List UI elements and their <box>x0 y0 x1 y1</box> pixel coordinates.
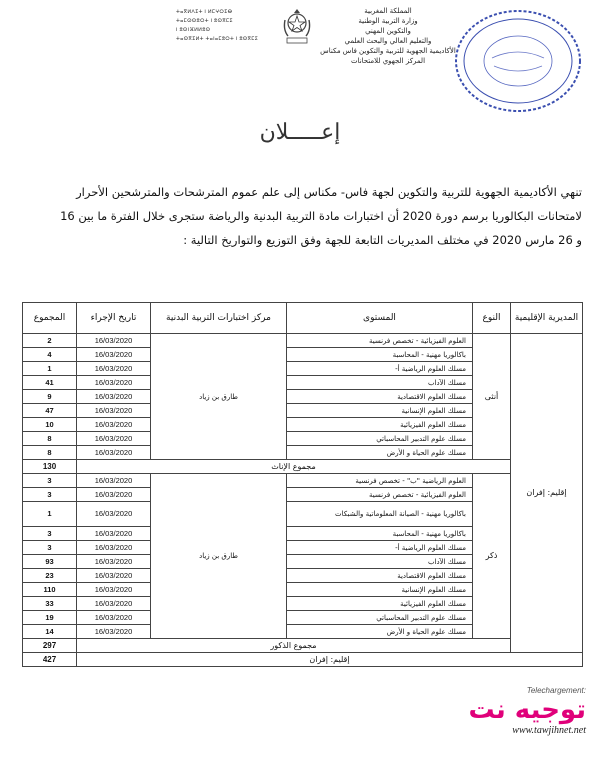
level-cell: مسلك علوم الحياة و الأرض <box>287 446 473 460</box>
total-cell: 3 <box>23 527 77 541</box>
table-row <box>23 334 583 348</box>
level-cell: مسلك العلوم الإنسانية <box>287 583 473 597</box>
date-cell: 16/03/2020 <box>77 488 151 502</box>
header-latin-line: ⵜⴰⵙⴳⵉⵍⵜ ⵜⴰⵏⴰⵎⵓⵔⵜ ⵏ ⵓⵙⴳⵎⵉ <box>176 36 259 42</box>
gender-female-cell: أنثى <box>473 334 511 460</box>
gender-male-cell: ذكر <box>473 474 511 639</box>
total-cell: 93 <box>23 555 77 569</box>
watermark-url: www.tawjihnet.net <box>512 725 586 736</box>
grand-total-value: 427 <box>23 653 77 667</box>
total-cell: 10 <box>23 418 77 432</box>
col-header-gender: النوع <box>473 303 511 334</box>
watermark-note: Telechargement: <box>526 686 586 695</box>
total-cell: 41 <box>23 376 77 390</box>
level-cell: العلوم الفيزيائية - تخصص فرنسية <box>287 334 473 348</box>
table-header-row <box>23 303 583 334</box>
level-cell: مسلك الآداب <box>287 555 473 569</box>
total-cell: 4 <box>23 348 77 362</box>
total-cell: 19 <box>23 611 77 625</box>
level-cell: مسلك الآداب <box>287 376 473 390</box>
header-arabic-line: والتعليم العالي والبحث العلمي <box>344 37 432 45</box>
subtotal-value: 130 <box>23 460 77 474</box>
level-cell: مسلك علوم الحياة و الأرض <box>287 625 473 639</box>
total-cell: 8 <box>23 432 77 446</box>
col-header-date: تاريخ الإجراء <box>77 303 151 334</box>
table-row <box>23 474 583 488</box>
col-header-level: المستوى <box>287 303 473 334</box>
header-latin-line: ⵜⴰⴳⵍⴷⵉⵜ ⵏ ⵍⵎⵖⵔⵉⴱ <box>176 9 233 15</box>
level-cell: مسلك العلوم الفيزيائية <box>287 597 473 611</box>
date-cell: 16/03/2020 <box>77 362 151 376</box>
date-cell: 16/03/2020 <box>77 390 151 404</box>
intro-line: تنهي الأكاديمية الجهوية للتربية والتكوين لجهة فاس- مكناس إلى علم عموم المترشحات والمترشحين الأحرار <box>76 185 582 199</box>
header-arabic-line: وزارة التربية الوطنية <box>358 17 418 25</box>
header-latin-line: ⵏ ⵓⵙⵏⴼⵍⵍⵓⵙ <box>176 27 211 33</box>
date-cell: 16/03/2020 <box>77 527 151 541</box>
total-cell: 110 <box>23 583 77 597</box>
header-latin-block <box>176 8 262 44</box>
intro-line: و 26 مارس 2020 في مختلف المديريات التابعة للجهة وفق التوزيع والتواريخ التالية : <box>183 233 582 247</box>
date-cell: 16/03/2020 <box>77 583 151 597</box>
level-cell: العلوم الرياضية "ب" - تخصص فرنسية <box>287 474 473 488</box>
total-cell: 3 <box>23 488 77 502</box>
total-cell: 14 <box>23 625 77 639</box>
center-cell: طارق بن زياد <box>151 334 287 460</box>
total-cell: 3 <box>23 541 77 555</box>
header-arabic-line: والتكوين المهني <box>365 27 411 35</box>
grand-total-label: إقليم: إفران <box>77 653 583 667</box>
date-cell: 16/03/2020 <box>77 611 151 625</box>
level-cell: مسلك علوم التدبير المحاسباتي <box>287 611 473 625</box>
header-arabic-block <box>318 6 458 66</box>
total-cell: 2 <box>23 334 77 348</box>
total-cell: 33 <box>23 597 77 611</box>
subtotal-row <box>23 460 583 474</box>
date-cell: 16/03/2020 <box>77 625 151 639</box>
intro-line: لامتحانات البكالوريا برسم دورة 2020 أن اختبارات مادة التربية البدنية والرياضة ستجرى خلال الفترة ما بين 16 <box>60 209 582 223</box>
date-cell: 16/03/2020 <box>77 597 151 611</box>
level-cell: مسلك العلوم الإنسانية <box>287 404 473 418</box>
level-cell: مسلك العلوم الرياضية أ- <box>287 362 473 376</box>
level-cell: العلوم الفيزيائية - تخصص فرنسية <box>287 488 473 502</box>
page-title: إعـــــلان <box>259 120 341 145</box>
header-arabic-line: الأكاديمية الجهوية للتربية والتكوين فاس مكناس <box>320 47 456 55</box>
level-cell: باكالوريا مهنية - المحاسبة <box>287 348 473 362</box>
header-arabic-line: المملكة المغربية <box>364 7 412 15</box>
col-header-directorate: المديرية الإقليمية <box>511 303 583 334</box>
level-cell: مسلك العلوم الاقتصادية <box>287 569 473 583</box>
total-cell: 3 <box>23 474 77 488</box>
level-cell: مسلك العلوم الاقتصادية <box>287 390 473 404</box>
date-cell: 16/03/2020 <box>77 418 151 432</box>
royal-crest-icon <box>280 6 314 48</box>
date-cell: 16/03/2020 <box>77 334 151 348</box>
subtotal-row <box>23 639 583 653</box>
subtotal-label: مجموع الذكور <box>77 639 511 653</box>
date-cell: 16/03/2020 <box>77 432 151 446</box>
subtotal-value: 297 <box>23 639 77 653</box>
directorate-cell: إقليم: إفران <box>511 334 583 653</box>
center-cell: طارق بن زياد <box>151 474 287 639</box>
total-cell: 1 <box>23 362 77 376</box>
date-cell: 16/03/2020 <box>77 555 151 569</box>
total-cell: 1 <box>23 502 77 527</box>
watermark-logo: توجيه نت <box>468 695 586 725</box>
date-cell: 16/03/2020 <box>77 376 151 390</box>
level-cell: مسلك العلوم الرياضية أ- <box>287 541 473 555</box>
total-cell: 47 <box>23 404 77 418</box>
date-cell: 16/03/2020 <box>77 348 151 362</box>
watermark <box>436 686 586 736</box>
date-cell: 16/03/2020 <box>77 474 151 488</box>
date-cell: 16/03/2020 <box>77 446 151 460</box>
date-cell: 16/03/2020 <box>77 404 151 418</box>
intro-paragraph <box>30 180 582 252</box>
grand-total-row <box>23 653 583 667</box>
header-latin-line: ⵜⴰⵎⵙⵙⵓⵔⵜ ⵏ ⵓⵙⴳⵎⵉ <box>176 18 233 24</box>
total-cell: 8 <box>23 446 77 460</box>
official-stamp-icon <box>452 6 584 116</box>
level-cell: باكالوريا مهنية - الصيانة المعلوماتية والشبكات <box>287 502 473 527</box>
header-arabic-line: المركز الجهوي للامتحانات <box>350 57 426 65</box>
total-cell: 9 <box>23 390 77 404</box>
total-cell: 23 <box>23 569 77 583</box>
level-cell: مسلك العلوم الفيزيائية <box>287 418 473 432</box>
col-header-total: المجموع <box>23 303 77 334</box>
col-header-center: مركز اختبارات التربية البدنية <box>151 303 287 334</box>
level-cell: مسلك علوم التدبير المحاسباتي <box>287 432 473 446</box>
date-cell: 16/03/2020 <box>77 541 151 555</box>
level-cell: باكالوريا مهنية - المحاسبة <box>287 527 473 541</box>
subtotal-label: مجموع الإناث <box>77 460 511 474</box>
date-cell: 16/03/2020 <box>77 569 151 583</box>
schedule-table <box>22 302 583 667</box>
date-cell: 16/03/2020 <box>77 502 151 527</box>
